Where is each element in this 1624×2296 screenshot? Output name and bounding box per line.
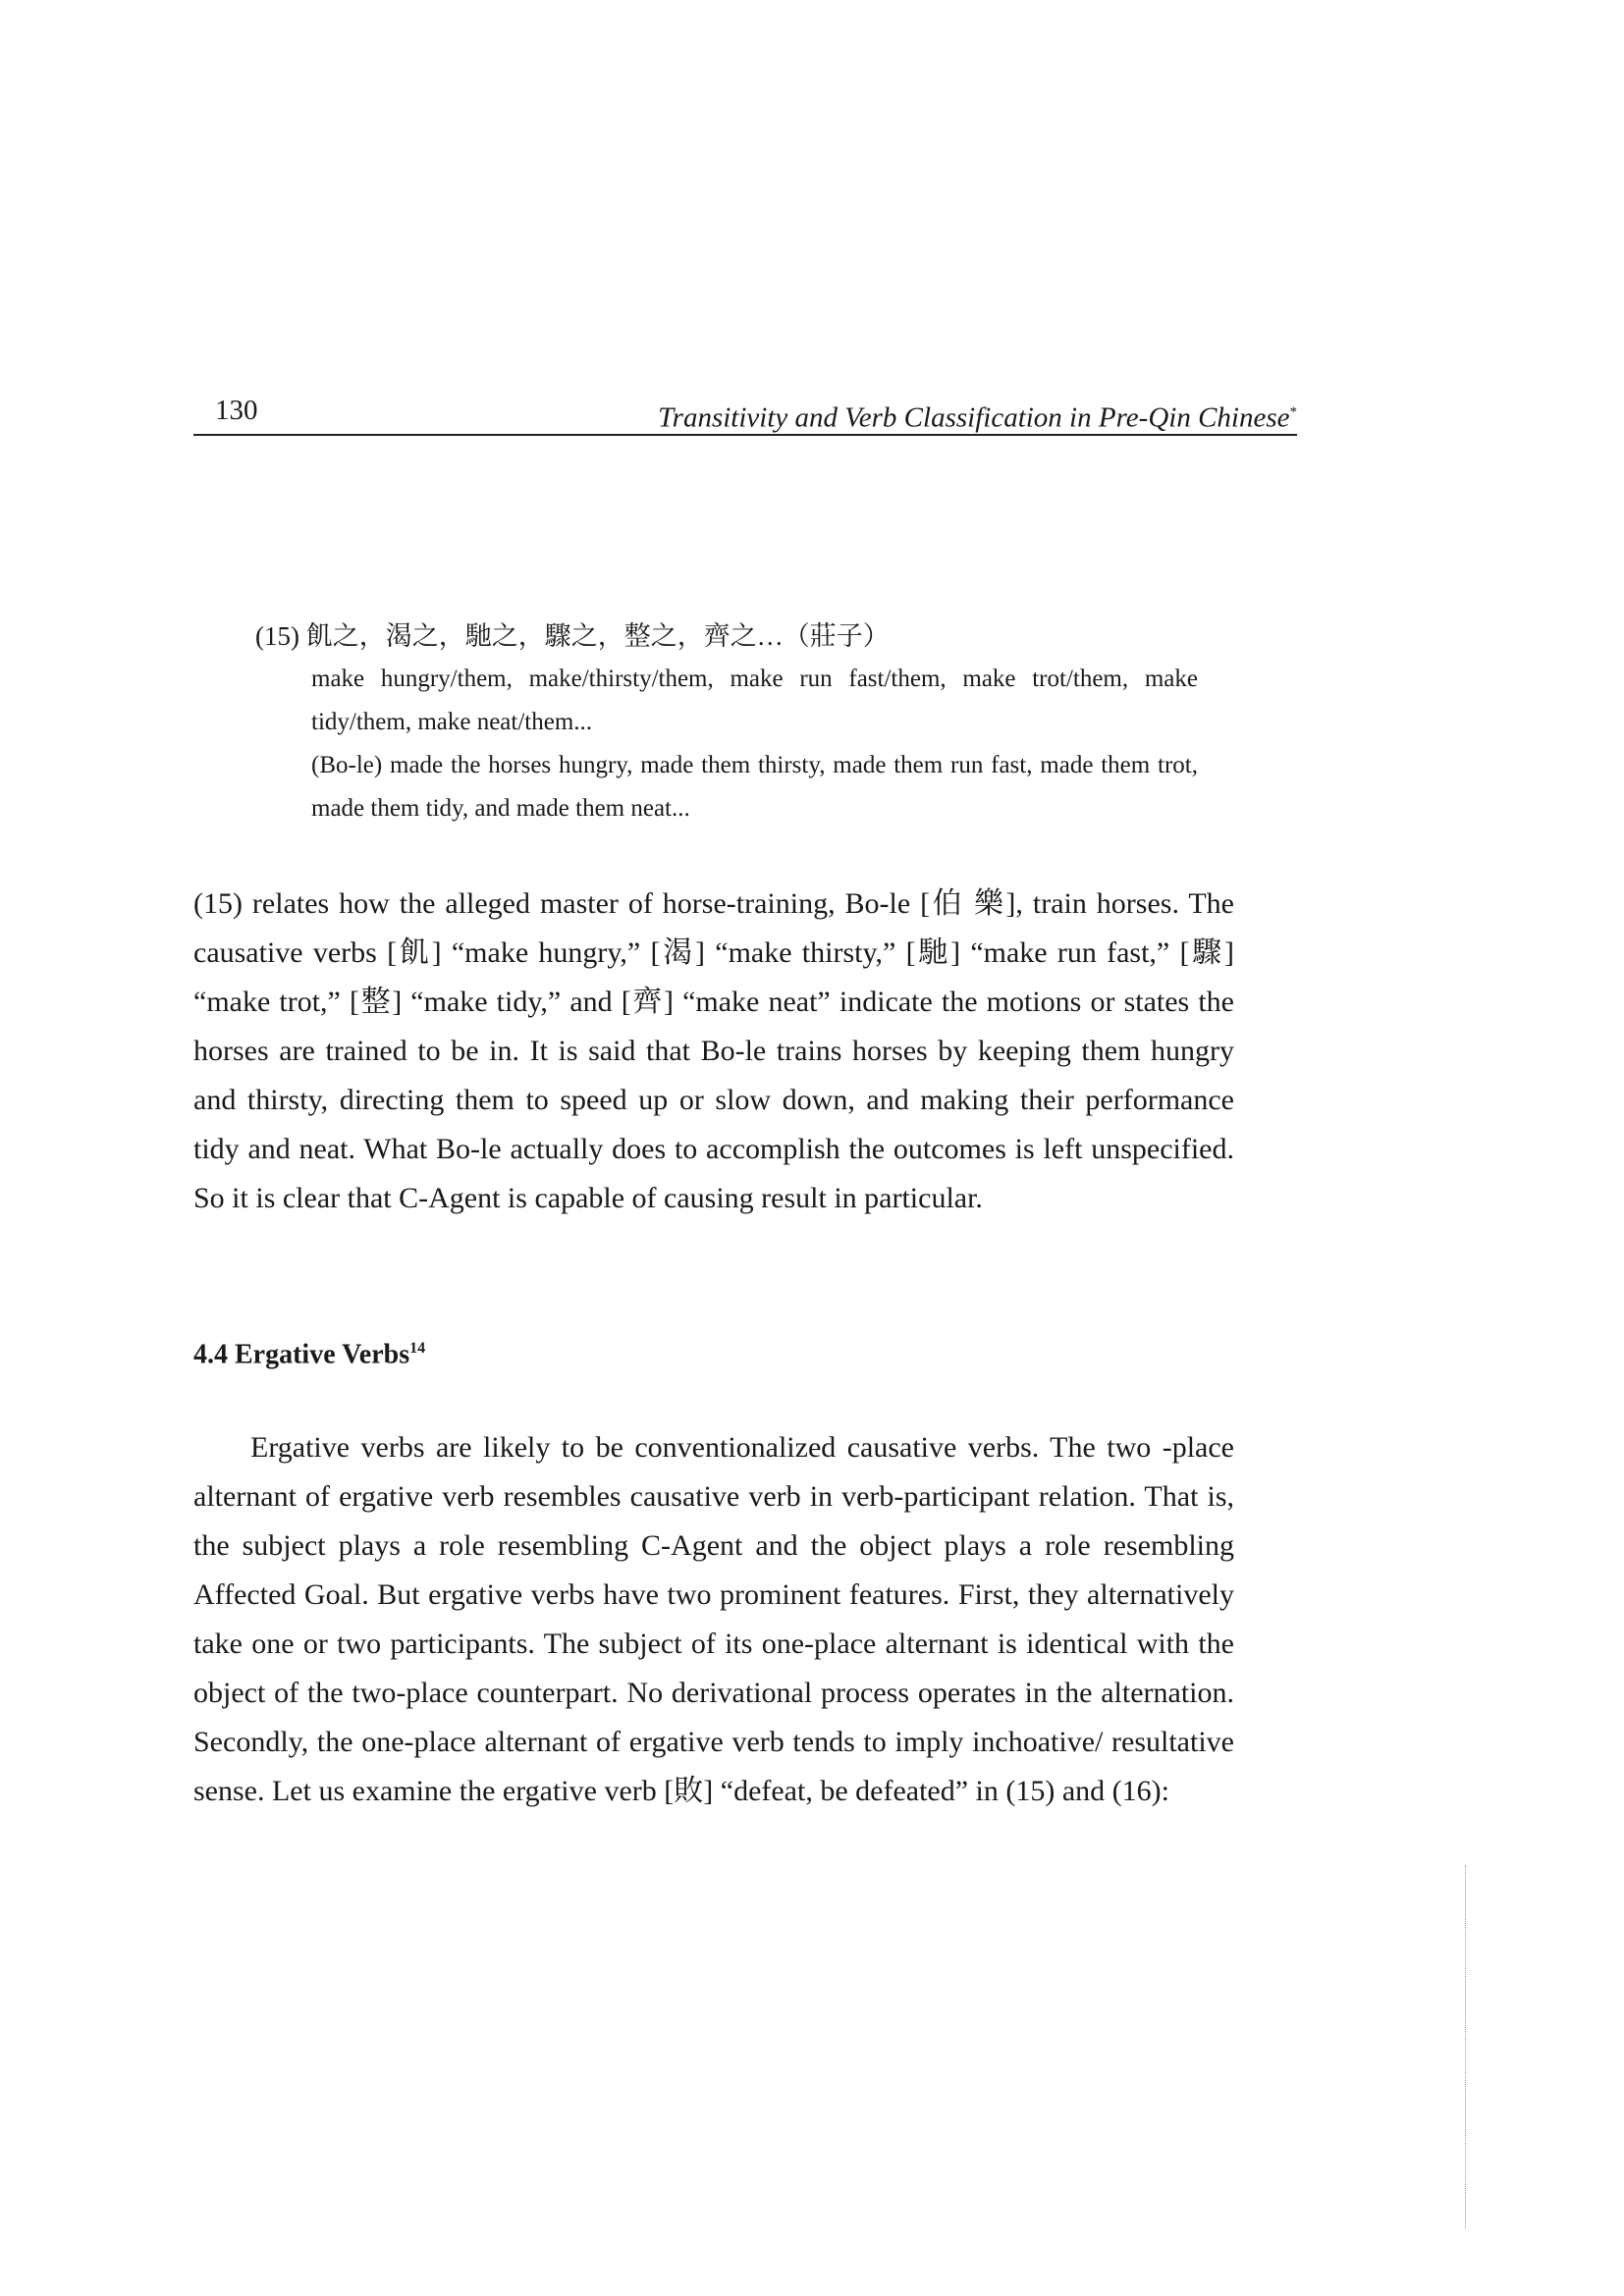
- paragraph-1: (15) relates how the alleged master of horse-training, Bo-le [伯 樂], train horses. The causative verbs [飢] “make hungry,” [渴] “make thirsty,” [馳] “make run fast,” [驟] “make trot,” [整] “make tidy,” and [齊] “make neat” indicate the motions or states the horses are trained to be in. It is said that Bo-le trains horses by keeping them hungry and thirsty, directing them to speed up or slow down, and making their performance tidy and neat. What Bo-le actually does to accomplish the outcomes is left unspecified. So it is clear that C-Agent is capable of causing result in particular.: [193, 887, 1234, 1214]
- example-translation: (Bo-le) made the horses hungry, made them thirsty, made them run fast, made them trot, made them tidy, and made them neat...: [311, 752, 1198, 822]
- title-marker: *: [1289, 404, 1297, 420]
- example-chinese-text: (15) 飢之，渴之，馳之，驟之，整之，齊之…（莊子）: [255, 621, 890, 651]
- example-15: [255, 614, 1198, 830]
- page-header: [193, 391, 1297, 436]
- page-number: 130: [215, 395, 258, 426]
- section-heading: [193, 1329, 425, 1374]
- scan-margin-line: [1465, 1865, 1467, 2228]
- footnote-ref: 14: [409, 1340, 426, 1357]
- example-gloss: make hungry/them, make/thirsty/them, make run fast/them, make trot/them, make tidy/them, make neat/them...: [311, 666, 1198, 735]
- running-title-text: Transitivity and Verb Classification in Pre-Qin Chinese: [658, 401, 1290, 434]
- paragraph-2: Ergative verbs are likely to be conventionalized causative verbs. The two -place alternant of ergative verb resembles causative verb in verb-participant relation. That is, the subject plays a role resembling C-Agent and the object plays a role resembling Affected Goal. But ergative verbs have two prominent features. First, they alternatively take one or two participants. The subject of its one-place alternant is identical with the object of the two-place counterpart. No derivational process operates in the alternation. Secondly, the one-place alternant of ergative verb tends to imply inchoative/ resultative sense. Let us examine the ergative verb [敗] “defeat, be defeated” in (15) and (16):: [193, 1431, 1234, 1807]
- running-title: [658, 393, 1297, 438]
- section-heading-text: 4.4 Ergative Verbs: [193, 1339, 410, 1370]
